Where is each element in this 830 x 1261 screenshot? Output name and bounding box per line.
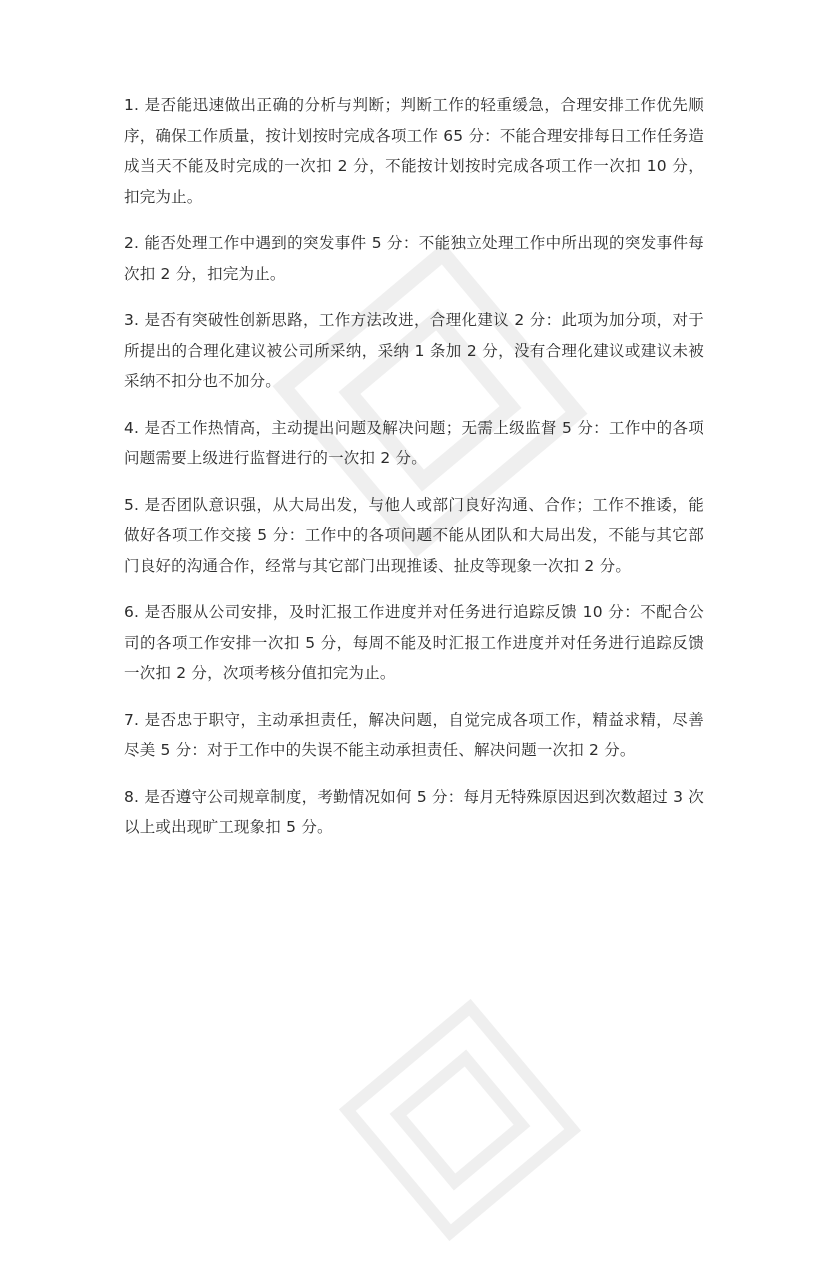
list-item: 1. 是否能迅速做出正确的分析与判断；判断工作的轻重缓急，合理安排工作优先顺序，确保工作质量，按计划按时完成各项工作 65 分：不能合理安排每日工作任务造成当天不能及时完成的一次扣 2 分，不能按计划按时完成各项工作一次扣 10 分，扣完为止。 bbox=[124, 96, 704, 206]
document-body bbox=[124, 90, 704, 859]
watermark-icon bbox=[319, 979, 601, 1261]
list-item: 8. 是否遵守公司规章制度，考勤情况如何 5 分：每月无特殊原因迟到次数超过 3 次以上或出现旷工现象扣 5 分。 bbox=[124, 787, 704, 836]
list-item: 4. 是否工作热情高，主动提出问题及解决问题；无需上级监督 5 分：工作中的各项问题需要上级进行监督进行的一次扣 2 分。 bbox=[124, 418, 704, 467]
list-item: 3. 是否有突破性创新思路，工作方法改进，合理化建议 2 分：此项为加分项，对于所提出的合理化建议被公司所采纳，采纳 1 条加 2 分，没有合理化建议或建议未被采纳不扣分也不加分。 bbox=[124, 311, 704, 390]
list-item: 7. 是否忠于职守，主动承担责任，解决问题，自觉完成各项工作，精益求精，尽善尽美 5 分：对于工作中的失误不能主动承担责任、解决问题一次扣 2 分。 bbox=[124, 710, 704, 759]
list-item: 6. 是否服从公司安排，及时汇报工作进度并对任务进行追踪反馈 10 分：不配合公司的各项工作安排一次扣 5 分，每周不能及时汇报工作进度并对任务进行追踪反馈一次扣 2 分，次项考核分值扣完为止。 bbox=[124, 603, 704, 682]
list-item: 5. 是否团队意识强，从大局出发，与他人或部门良好沟通、合作；工作不推诿，能做好各项工作交接 5 分：工作中的各项问题不能从团队和大局出发，不能与其它部门良好的沟通合作，经常与其它部门出现推诿、扯皮等现象一次扣 2 分。 bbox=[124, 495, 704, 575]
list-item: 2. 能否处理工作中遇到的突发事件 5 分：不能独立处理工作中所出现的突发事件每次扣 2 分，扣完为止。 bbox=[124, 234, 704, 283]
